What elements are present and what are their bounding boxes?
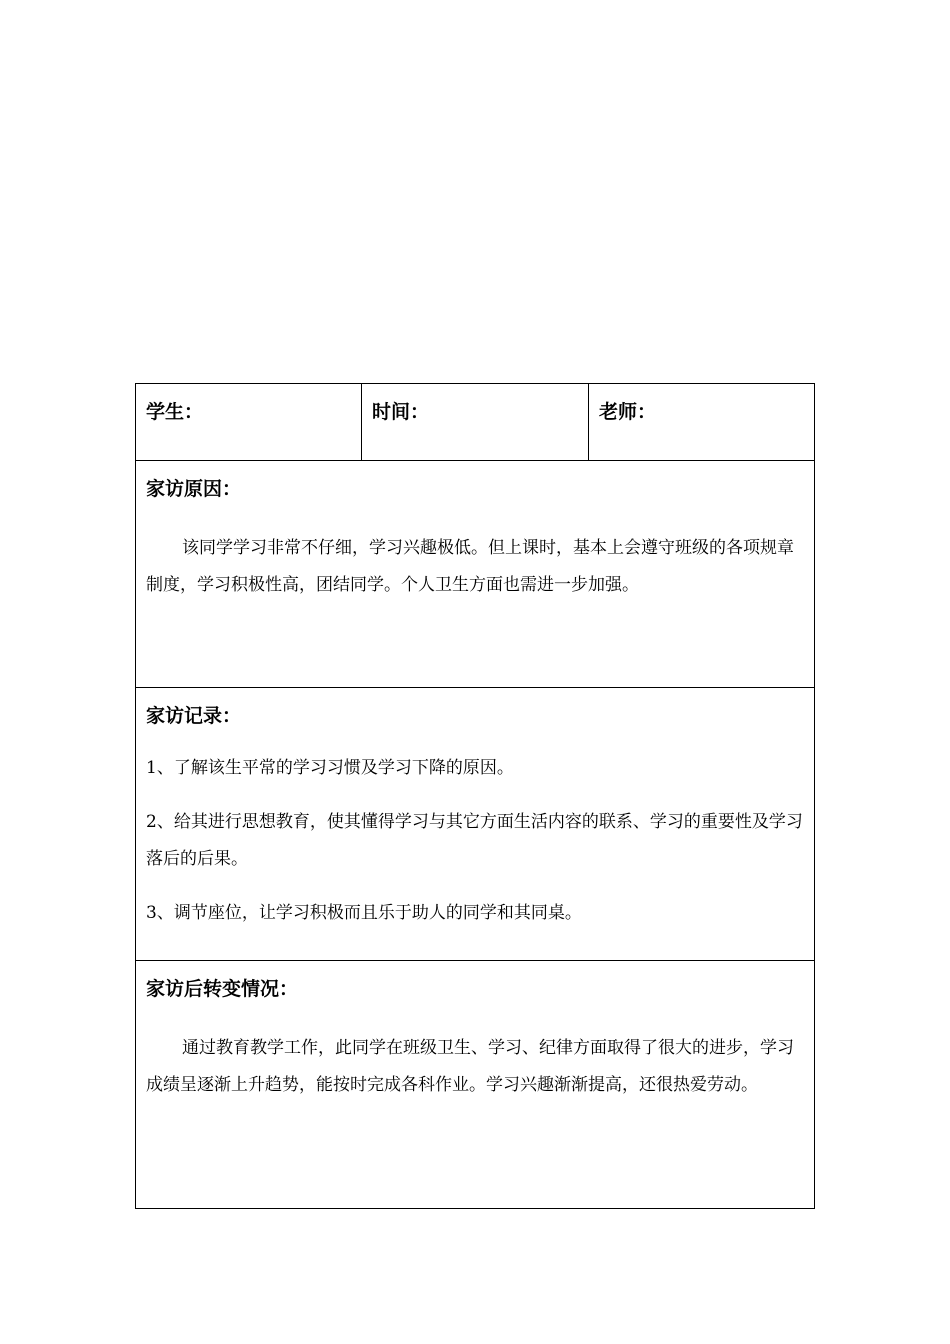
visit-reason-section [136,461,814,688]
list-item: 2、给其进行思想教育，使其懂得学习与其它方面生活内容的联系、学习的重要性及学习落后的后果。 [146,812,803,869]
post-visit-change-title: 家访后转变情况： [146,978,299,1000]
visit-reason-text: 该同学学习非常不仔细，学习兴趣极低。但上课时，基本上会遵守班级的各项规章制度，学习积极性高，团结同学。个人卫生方面也需进一步加强。 [146,538,794,595]
home-visit-form-table [135,383,815,1209]
visit-record-list [146,750,804,932]
visit-record-title: 家访记录： [146,705,242,727]
time-label: 时间： [362,384,589,460]
student-label: 学生： [136,384,362,460]
list-item: 1、了解该生平常的学习习惯及学习下降的原因。 [146,758,514,778]
list-item: 3、调节座位，让学习积极而且乐于助人的同学和其同桌。 [146,903,582,923]
post-visit-change-text: 通过教育教学工作，此同学在班级卫生、学习、纪律方面取得了很大的进步，学习成绩呈逐渐上升趋势，能按时完成各科作业。学习兴趣渐渐提高，还很热爱劳动。 [146,1038,794,1095]
post-visit-change-section [136,961,814,1208]
visit-reason-title: 家访原因： [146,478,242,500]
teacher-label: 老师： [599,401,657,423]
header-row [136,384,814,461]
visit-record-section [136,688,814,961]
